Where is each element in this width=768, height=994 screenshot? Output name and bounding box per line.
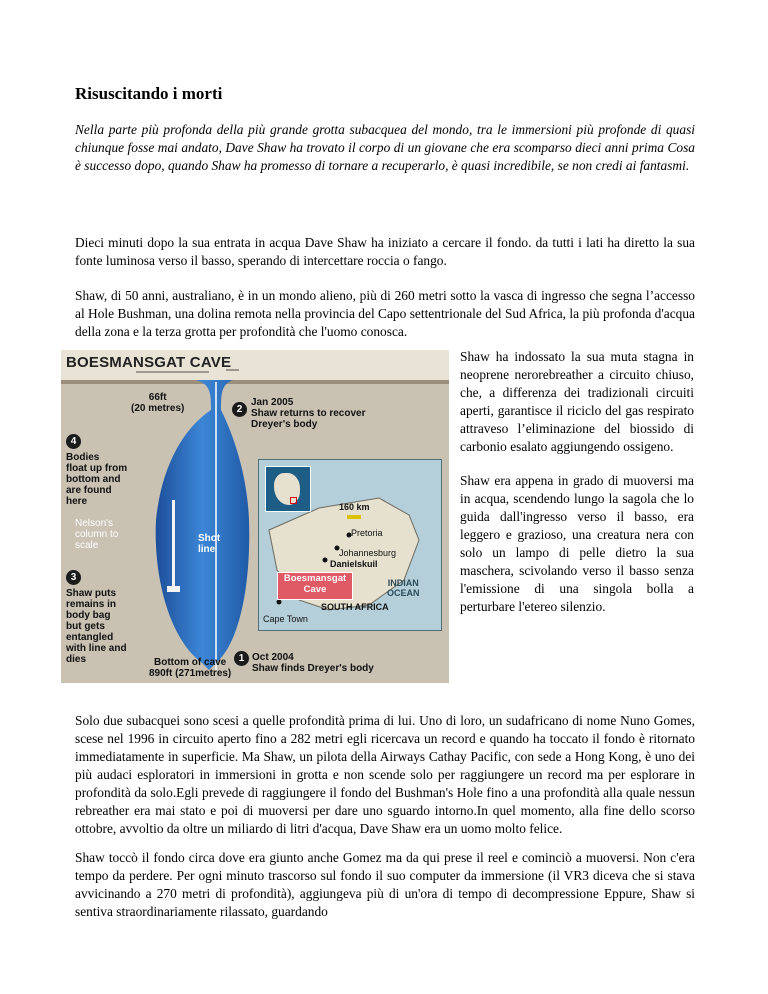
map-johannesburg: Johannesburg (339, 548, 397, 558)
cave-infographic (61, 350, 449, 683)
nelson-label: Nelson's column to scale (75, 518, 119, 551)
step-1-label: Oct 2004 Shaw finds Dreyer's body (252, 652, 374, 674)
paragraph-4: Shaw toccò il fondo circa dove era giunto anche Gomez ma da qui prese il reel e cominciò a muoversi. Non c'era tempo da perdere. Per ogni minuto trascorso sul fondo il suo computer da immersione (il VR3 diceva che si stava avvicinando a 270 metri di profondità), aggiungeva più di un'ora di tempo di decompressione Eppure, Shaw si sentiva straordinariamente rilassato, guardando (75, 850, 695, 919)
step-2-badge: 2 (232, 402, 247, 417)
step-1-badge: 1 (234, 651, 249, 666)
step-2-label: Jan 2005 Shaw returns to recover Dreyer's body (251, 397, 366, 430)
paragraph-2: Shaw, di 50 anni, australiano, è in un mondo alieno, più di 260 metri sotto la vasca di ingresso che segna l’accesso al Hole Bushman, una dolina remota nella provincia del Capo settentrionale del Sud Africa, la più profonda d'acqua della zona e la terza grotta per profondità che l'uomo conosca. (75, 288, 695, 339)
map-cave-label: Boesmansgat Cave (277, 572, 353, 600)
map-pretoria: Pretoria (351, 528, 383, 538)
article-lead: Nella parte più profonda della più grande grotta subacquea del mondo, tra le immersioni più profonde di quasi chiunque fosse mai andato, Dave Shaw ha trovato il corpo di un giovane che era scomparso dieci anni prima Cosa è successo dopo, quando Shaw ha promesso di tornare a recuperarlo, è quasi incredibile, se non credi ai fantasmi. (75, 122, 695, 173)
side-paragraph-1: Shaw ha indossato la sua muta stagna in neoprene nerorebreather a circuito chiuso, che, a differenza dei tradizionali circuiti aperti, garantisce il riciclo del gas respirato attraveso l’eliminazione del biossido di carbonio esalato aggiungendo ossigeno. (460, 349, 694, 454)
figure-title: BOESMANSGAT CAVE (66, 354, 232, 371)
map-ocean: INDIAN OCEAN (387, 578, 420, 598)
step-3-badge: 3 (66, 570, 81, 585)
paragraph-3: Solo due subacquei sono scesi a quelle profondità prima di lui. Uno di loro, un sudafricano di nome Nuno Gomes, scese nel 1996 in circuito aperto fino a 282 metri egli ricercava un record e quando ha toccato il fondo è ritornato immediatamente in superficie. Ma Shaw, un pilota della Airways Cathay Pacific, con sede a Hong Kong, è uno dei più audaci esploratori in immersioni in grotta e non scende solo per raggiungere un record ma per esplorare in profondità da solo.Egli prevede di raggiungere il fondo del Bushman's Hole fino a una profondità alla quale nessun rebreather era mai stato e poi di muoversi per dare uno sguardo intorno.In quel momento, alla fine dello scorso ottobre, avvoltio da oltre un miliardo di litri d'acqua, Dave Shaw era un uomo molto felice. (75, 713, 695, 836)
map-danielskuil: Danielskuil (330, 559, 378, 569)
south-africa-map (258, 459, 442, 631)
step-3-label: Shaw puts remains in body bag but gets entangled with line and dies (66, 588, 127, 665)
map-scale: 160 km (339, 502, 370, 512)
nelson-column (172, 500, 175, 590)
step-4-badge: 4 (66, 434, 81, 449)
article-title: Risuscitando i morti (75, 84, 223, 103)
bottom-label: Bottom of cave 890ft (271metres) (149, 657, 232, 679)
paragraph-1: Dieci minuti dopo la sua entrata in acqua Dave Shaw ha iniziato a cercare il fondo. da tutti i lati ha diretto la sua fonte luminosa verso il basso, sperando di intercettare roccia o fango. (75, 235, 695, 268)
top-depth-label: 66ft (20 metres) (131, 392, 185, 414)
side-paragraph-2: Shaw era appena in grado di muoversi ma in acqua, scendendo lungo la sagola che lo guida dall'ingresso verso il basso, era leggero e grazioso, una creatura nera con solo un lampo di pelle dietro la sua maschera, scivolando verso il basso senza l'emissione di una singola bolla a perturbare l'etereo silenzio. (460, 473, 694, 614)
shot-line-label: Shot line (198, 533, 221, 555)
map-country: SOUTH AFRICA (321, 602, 389, 612)
africa-inset (265, 466, 311, 512)
step-4-label: Bodies float up from bottom and are found here (66, 452, 128, 507)
map-capetown: Cape Town (263, 614, 308, 624)
